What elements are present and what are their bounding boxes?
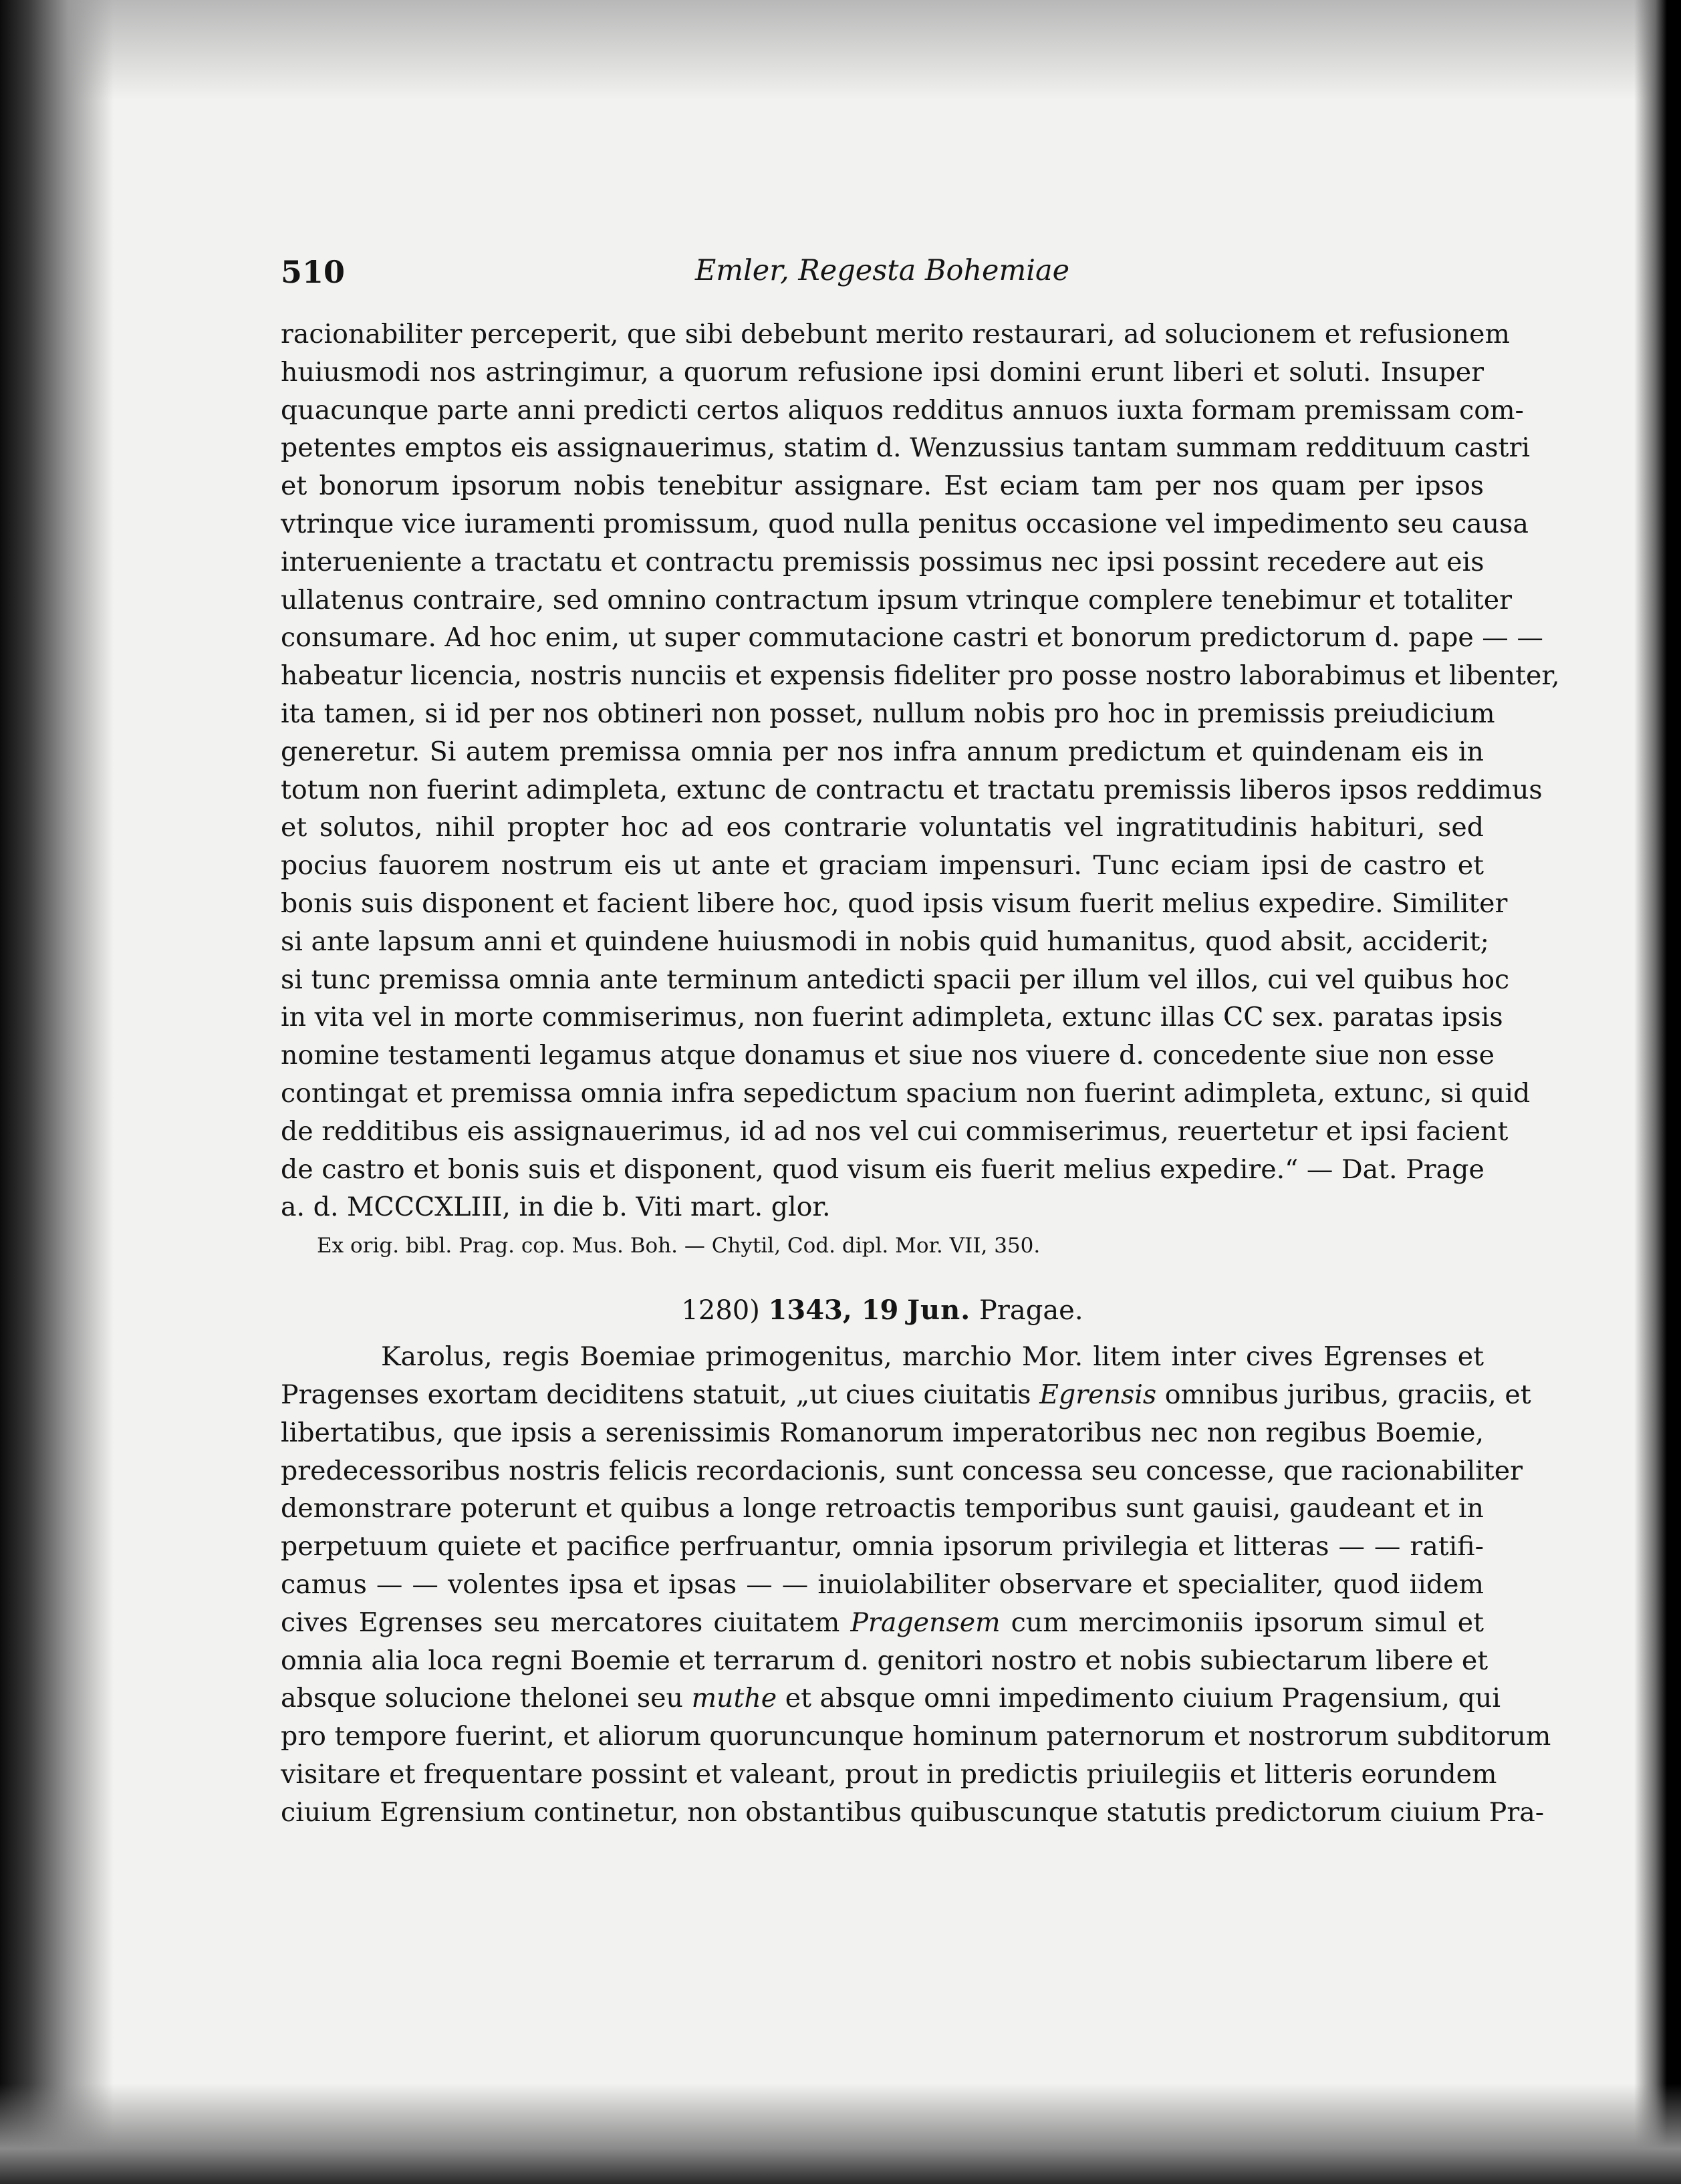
text-line: interueniente a tractatu et contractu premissis possimus nec ipsi possint recedere aut eis bbox=[281, 546, 1484, 577]
text-line: Karolus, regis Boemiae primogenitus, marchio Mor. litem inter cives Egrenses et bbox=[381, 1341, 1484, 1373]
text-line bbox=[281, 1679, 1501, 1718]
text-line: ciuium Egrensium continetur, non obstantibus quibuscunque statutis predictorum ciuium Pra- bbox=[281, 1796, 1545, 1828]
text-line: libertatibus, que ipsis a serenissimis Romanorum imperatoribus nec non regibus Boemie, bbox=[281, 1417, 1484, 1448]
text-line: demonstrare poterunt et quibus a longe retroactis temporibus sunt gauisi, gaudeant et in bbox=[281, 1493, 1484, 1524]
source-note: Ex orig. bibl. Prag. cop. Mus. Boh. — Chytil, Cod. dipl. Mor. VII, 350. bbox=[317, 1234, 1041, 1258]
text-line: bonis suis disponent et facient libere hoc, quod ipsis visum fuerit melius expedire. Similiter bbox=[281, 888, 1508, 919]
text-line: habeatur licencia, nostris nunciis et expensis fideliter pro posse nostro laborabimus et libenter, bbox=[281, 660, 1560, 692]
page-number: 510 bbox=[281, 254, 346, 290]
text-fragment: cum mercimoniis ipsorum simul et bbox=[1011, 1607, 1484, 1638]
entry-place: Pragae. bbox=[979, 1295, 1083, 1327]
italic-term: muthe bbox=[691, 1683, 777, 1714]
text-fragment: Pragenses exortam deciditens statuit, „ut ciues ciuitatis bbox=[281, 1379, 1031, 1410]
continuation-paragraph bbox=[281, 315, 1560, 1226]
text-line: omnia alia loca regni Boemie et terrarum d. genitori nostro et nobis subiectarum libere et bbox=[281, 1645, 1489, 1676]
text-line: perpetuum quiete et pacifice perfruantur, omnia ipsorum privilegia et litteras — — ratifi- bbox=[281, 1531, 1484, 1562]
text-line: quacunque parte anni predicti certos aliquos redditus annuos iuxta formam premissam com- bbox=[281, 394, 1524, 426]
text-line: visitare et frequentare possint et valeant, prout in predictis priuilegiis et litteris eorundem bbox=[281, 1758, 1497, 1790]
text-line: ullatenus contraire, sed omnino contractum ipsum vtrinque complere tenebimur et totaliter bbox=[281, 584, 1513, 616]
text-fragment: et absque omni impedimento ciuium Pragensium, qui bbox=[785, 1683, 1501, 1714]
entry-date: 1343, 19 bbox=[768, 1294, 899, 1327]
scan-shadow-top bbox=[0, 0, 1681, 100]
text-fragment: omnibus juribus, graciis, et bbox=[1164, 1379, 1531, 1410]
text-line: huiusmodi nos astringimur, a quorum refusione ipsi domini erunt liberi et soluti. Insuper bbox=[281, 356, 1484, 388]
text-line: contingat et premissa omnia infra sepedictum spacium non fuerint adimpleta, extunc, si quid bbox=[281, 1077, 1531, 1109]
text-line: racionabiliter perceperit, que sibi debebunt merito restaurari, ad solucionem et refusionem bbox=[281, 319, 1510, 350]
running-title: Emler, Regesta Bohemiae bbox=[694, 254, 1070, 287]
text-line: camus — — volentes ipsa et ipsas — — inuiolabiliter observare et specialiter, quod iidem bbox=[281, 1568, 1484, 1600]
text-fragment: cives Egrenses seu mercatores ciuitatem bbox=[281, 1607, 840, 1638]
scan-shadow-bottom bbox=[0, 2084, 1681, 2184]
text-line: de redditibus eis assignauerimus, id ad nos vel cui commiserimus, reuertetur et ipsi facient bbox=[281, 1115, 1509, 1147]
text-line: generetur. Si autem premissa omnia per nos infra annum predictum et quindenam eis in bbox=[281, 736, 1484, 767]
text-line: consumare. Ad hoc enim, ut super commutacione castri et bonorum predictorum d. pape — — bbox=[281, 622, 1543, 654]
text-line: si ante lapsum anni et quindene huiusmodi in nobis quid humanitus, quod absit, acciderit; bbox=[281, 926, 1489, 957]
text-line bbox=[281, 1604, 1484, 1642]
text-line: ita tamen, si id per nos obtineri non posset, nullum nobis pro hoc in premissis preiudicium bbox=[281, 698, 1495, 729]
italic-term: Egrensis bbox=[1039, 1379, 1157, 1410]
scan-shadow-left bbox=[0, 0, 114, 2184]
text-line: totum non fuerint adimpleta, extunc de contractu et tractatu premissis liberos ipsos reddimus bbox=[281, 774, 1543, 805]
text-fragment: absque solucione thelonei seu bbox=[281, 1683, 683, 1714]
text-line: in vita vel in morte commiserimus, non fuerint adimpleta, extunc illas CC sex. paratas ipsis bbox=[281, 1002, 1503, 1033]
scan-shadow-right bbox=[1634, 0, 1681, 2184]
text-line: a. d. MCCCXLIII, in die b. Viti mart. glor. bbox=[281, 1192, 831, 1223]
entry-number: 1280) bbox=[681, 1295, 760, 1327]
italic-term: Pragensem bbox=[850, 1607, 1001, 1638]
text-line: pocius fauorem nostrum eis ut ante et graciam impensuri. Tunc eciam ipsi de castro et bbox=[281, 850, 1484, 881]
entry-month: Jun. bbox=[907, 1294, 971, 1327]
text-line: et solutos, nihil propter hoc ad eos contrarie voluntatis vel ingratitudinis habituri, sed bbox=[281, 812, 1484, 843]
text-line: nomine testamenti legamus atque donamus et siue nos viuere d. concedente siue non esse bbox=[281, 1040, 1495, 1071]
text-line: si tunc premissa omnia ante terminum antedicti spacii per illum vel illos, cui vel quibus hoc bbox=[281, 964, 1510, 995]
text-line: vtrinque vice iuramenti promissum, quod nulla penitus occasione vel impedimento seu causa bbox=[281, 508, 1529, 539]
text-line bbox=[281, 1376, 1531, 1414]
entry-heading bbox=[281, 1294, 1484, 1326]
text-line: predecessoribus nostris felicis recordacionis, sunt concessa seu concesse, que racionabiliter bbox=[281, 1455, 1523, 1486]
text-line: et bonorum ipsorum nobis tenebitur assignare. Est eciam tam per nos quam per ipsos bbox=[281, 470, 1484, 502]
entry-paragraph bbox=[281, 1338, 1551, 1831]
text-line: de castro et bonis suis et disponent, quod visum eis fuerit melius expedire.“ — Dat. Prage bbox=[281, 1153, 1484, 1185]
running-head bbox=[281, 254, 1484, 301]
text-line: pro tempore fuerint, et aliorum quoruncunque hominum paternorum et nostrorum subditorum bbox=[281, 1721, 1551, 1752]
text-line: petentes emptos eis assignauerimus, statim d. Wenzussius tantam summam reddituum castri bbox=[281, 432, 1530, 464]
page-text-block bbox=[281, 254, 1560, 1831]
